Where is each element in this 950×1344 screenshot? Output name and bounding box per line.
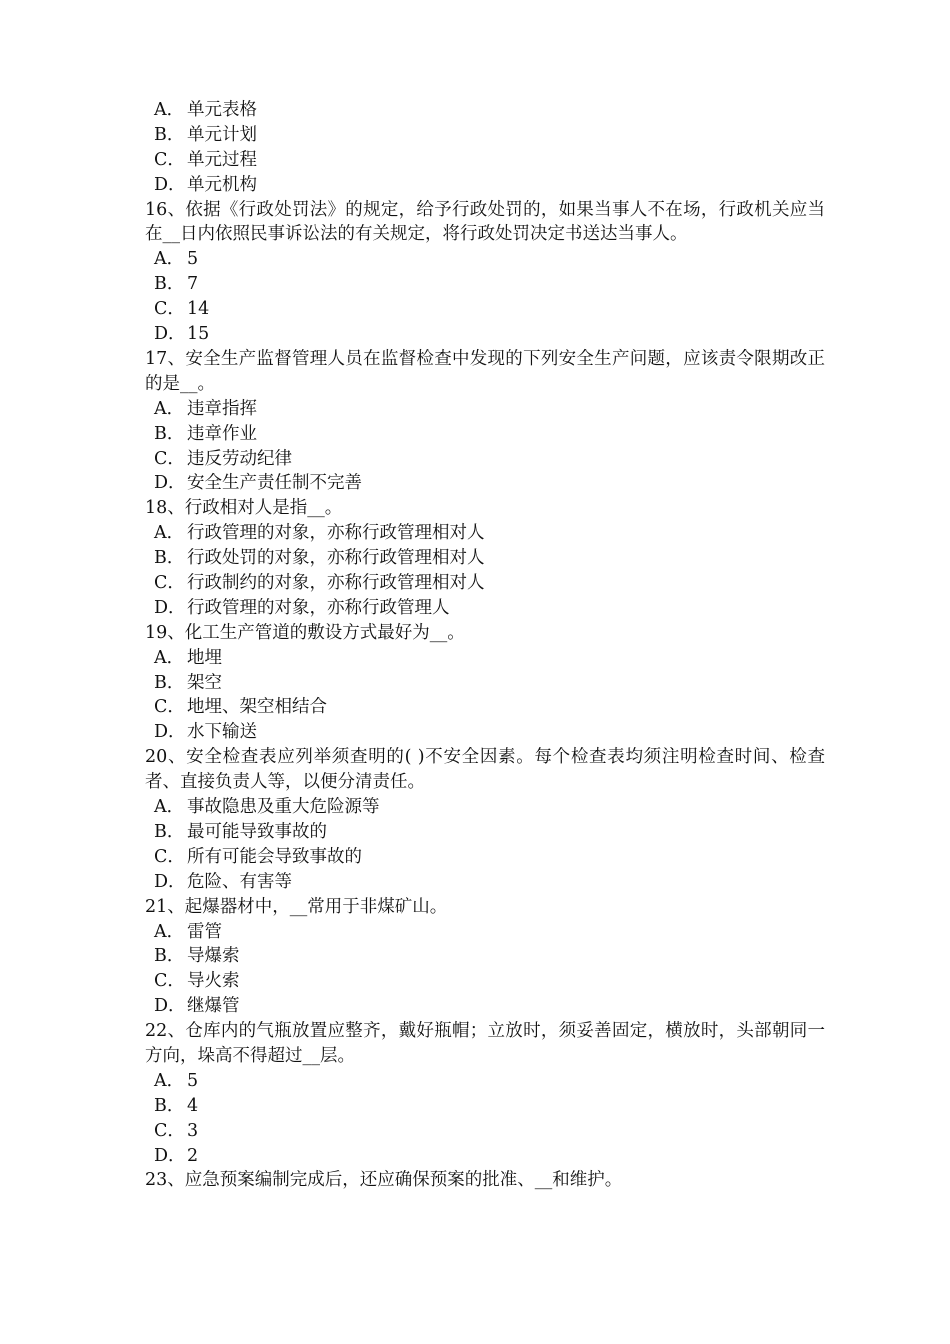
- answer-option: [145, 272, 825, 297]
- answer-option: [145, 820, 825, 845]
- answer-option: [145, 98, 825, 123]
- answer-option: [145, 471, 825, 496]
- option-letter: B．: [154, 672, 185, 693]
- option-text: 单元机构: [187, 174, 257, 195]
- answer-option: [145, 1119, 825, 1144]
- question-text: 18、行政相对人是指__。: [145, 498, 343, 519]
- option-text: 5: [187, 1070, 199, 1091]
- option-text: 安全生产责任制不完善: [187, 473, 362, 494]
- option-letter: B．: [154, 124, 185, 145]
- option-letter: A．: [154, 100, 185, 120]
- answer-option: [145, 994, 825, 1019]
- option-text: 行政制约的对象，亦称行政管理相对人: [187, 573, 485, 593]
- option-text: 架空: [187, 672, 222, 693]
- question-block: [145, 198, 825, 347]
- option-text: 危险、有害等: [187, 871, 292, 892]
- answer-option: [145, 123, 825, 148]
- answer-option: [145, 297, 825, 322]
- option-text: 最可能导致事故的: [187, 821, 327, 842]
- answer-option: [145, 646, 825, 671]
- answer-option: [145, 173, 825, 198]
- option-text: 4: [187, 1095, 199, 1116]
- answer-option: [145, 944, 825, 969]
- option-letter: A．: [154, 647, 185, 668]
- answer-option: [145, 1094, 825, 1119]
- option-letter: C．: [154, 299, 185, 320]
- answer-option: [145, 397, 825, 422]
- option-text: 违章作业: [187, 423, 257, 444]
- option-letter: C．: [154, 1120, 185, 1141]
- option-letter: C．: [154, 448, 185, 469]
- answer-option: [145, 870, 825, 895]
- option-text: 7: [187, 274, 199, 295]
- option-letter: A．: [154, 523, 185, 544]
- option-text: 单元过程: [187, 149, 257, 170]
- option-text: 所有可能会导致事故的: [187, 846, 362, 867]
- option-text: 15: [187, 324, 210, 345]
- option-text: 14: [187, 299, 210, 320]
- answer-option: [145, 969, 825, 994]
- question-text: 19、化工生产管道的敷设方式最好为__。: [145, 622, 465, 643]
- option-letter: C．: [154, 573, 185, 593]
- option-letter: D．: [154, 871, 186, 892]
- question-block: [145, 347, 825, 496]
- option-text: 继爆管: [187, 996, 240, 1017]
- question-block: [145, 1019, 825, 1168]
- option-letter: B．: [154, 548, 185, 569]
- option-text: 地埋、架空相结合: [187, 697, 327, 718]
- option-text: 2: [187, 1145, 199, 1166]
- option-text: 地埋: [187, 647, 222, 668]
- option-letter: D．: [154, 324, 186, 345]
- answer-option: [145, 571, 825, 596]
- option-text: 行政处罚的对象，亦称行政管理相对人: [187, 548, 485, 569]
- answer-option: [145, 795, 825, 820]
- option-text: 导火索: [187, 971, 240, 992]
- option-letter: A．: [154, 249, 185, 270]
- option-letter: C．: [154, 846, 185, 867]
- answer-option: [145, 695, 825, 720]
- lead-options-block: [145, 98, 825, 198]
- answer-option: [145, 845, 825, 870]
- question-text: 20、安全检查表应列举须查明的( )不安全因素。每个检查表均须注明检查时间、检查者、直接负责人等，以便分清责任。: [145, 747, 825, 793]
- option-text: 事故隐患及重大危险源等: [187, 797, 380, 818]
- option-letter: C．: [154, 697, 185, 718]
- answer-option: [145, 422, 825, 447]
- option-text: 单元表格: [187, 100, 257, 120]
- option-letter: D．: [154, 174, 186, 195]
- option-letter: D．: [154, 597, 186, 618]
- option-letter: D．: [154, 1145, 186, 1166]
- option-letter: A．: [154, 797, 185, 818]
- answer-option: [145, 596, 825, 621]
- answer-option: [145, 1144, 825, 1169]
- option-text: 行政管理的对象，亦称行政管理相对人: [187, 523, 485, 544]
- option-letter: B．: [154, 821, 185, 842]
- option-text: 雷管: [187, 921, 222, 942]
- option-letter: D．: [154, 996, 186, 1017]
- answer-option: [145, 720, 825, 745]
- answer-option: [145, 546, 825, 571]
- option-text: 5: [187, 249, 199, 270]
- question-text: 22、仓库内的气瓶放置应整齐，戴好瓶帽；立放时，须妥善固定，横放时，头部朝同一方向，垛高不得超过__层。: [145, 1021, 825, 1066]
- answer-option: [145, 447, 825, 472]
- option-letter: C．: [154, 971, 185, 992]
- question-block: [145, 745, 825, 894]
- option-letter: A．: [154, 921, 185, 942]
- question-block: [145, 895, 825, 1019]
- answer-option: [145, 920, 825, 945]
- option-text: 行政管理的对象，亦称行政管理人: [187, 597, 450, 618]
- option-letter: A．: [154, 398, 185, 419]
- answer-option: [145, 521, 825, 546]
- option-text: 3: [187, 1120, 199, 1141]
- question-text: 21、起爆器材中，__常用于非煤矿山。: [145, 896, 448, 917]
- option-letter: D．: [154, 473, 186, 494]
- option-text: 导爆索: [187, 946, 240, 967]
- option-letter: A．: [154, 1070, 185, 1091]
- question-text: 23、应急预案编制完成后，还应确保预案的批准、__和维护。: [145, 1170, 623, 1191]
- question-block: [145, 496, 825, 620]
- question-block: [145, 1168, 825, 1193]
- questions-block: [145, 198, 825, 1194]
- option-letter: B．: [154, 274, 185, 295]
- option-text: 违反劳动纪律: [187, 448, 292, 469]
- answer-option: [145, 1069, 825, 1094]
- option-text: 违章指挥: [187, 398, 257, 419]
- option-letter: B．: [154, 1095, 185, 1116]
- question-block: [145, 621, 825, 745]
- answer-option: [145, 671, 825, 696]
- document-page: [145, 98, 825, 1193]
- answer-option: [145, 148, 825, 173]
- question-text: 16、依据《行政处罚法》的规定，给予行政处罚的，如果当事人不在场，行政机关应当在__日内依照民事诉讼法的有关规定，将行政处罚决定书送达当事人。: [145, 199, 825, 245]
- option-letter: B．: [154, 423, 185, 444]
- option-text: 单元计划: [187, 124, 257, 145]
- question-text: 17、安全生产监督管理人员在监督检查中发现的下列安全生产问题，应该责令限期改正的是__。: [145, 348, 825, 394]
- option-text: 水下输送: [187, 722, 257, 743]
- option-letter: D．: [154, 722, 186, 743]
- option-letter: C．: [154, 149, 185, 170]
- answer-option: [145, 322, 825, 347]
- option-letter: B．: [154, 946, 185, 967]
- answer-option: [145, 247, 825, 272]
